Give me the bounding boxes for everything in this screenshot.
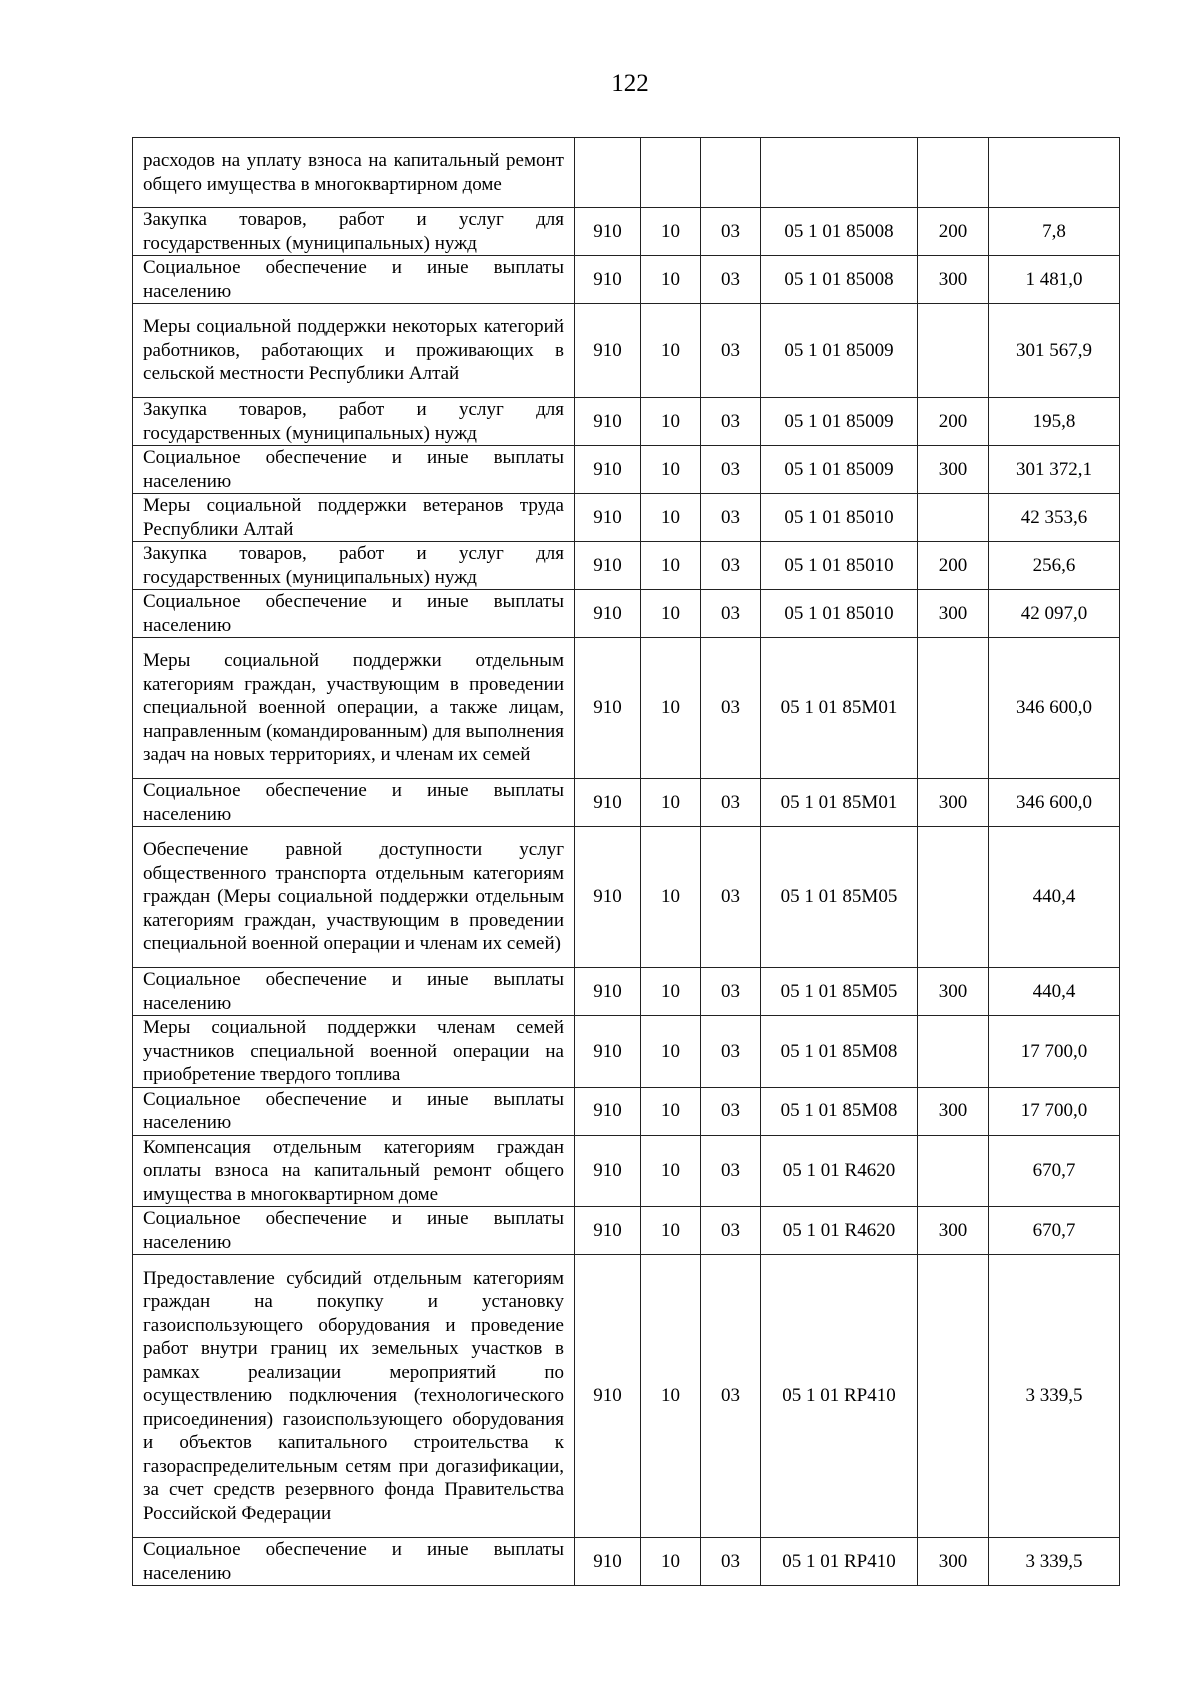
cell-sum: 42 353,6: [989, 494, 1120, 542]
cell-pr: 03: [701, 208, 761, 256]
cell-csr: 05 1 01 85009: [761, 304, 918, 398]
cell-rz: 10: [641, 1207, 701, 1255]
table-row: [133, 1255, 1120, 1538]
cell-gr: 910: [575, 779, 641, 827]
cell-gr: 910: [575, 208, 641, 256]
cell-csr: 05 1 01 85М05: [761, 827, 918, 968]
cell-gr: 910: [575, 494, 641, 542]
cell-sum: 195,8: [989, 398, 1120, 446]
cell-csr: 05 1 01 85М08: [761, 1016, 918, 1088]
cell-gr: [575, 138, 641, 208]
cell-vr: [918, 827, 989, 968]
table-row: [133, 968, 1120, 1016]
table-row: [133, 1207, 1120, 1255]
cell-pr: 03: [701, 1135, 761, 1207]
row-description: Закупка товаров, работ и услуг для государственных (муниципальных) нужд: [133, 398, 575, 446]
cell-pr: 03: [701, 590, 761, 638]
cell-rz: 10: [641, 968, 701, 1016]
cell-gr: 910: [575, 256, 641, 304]
cell-csr: 05 1 01 RP410: [761, 1255, 918, 1538]
row-description: Социальное обеспечение и иные выплаты населению: [133, 446, 575, 494]
cell-vr: 300: [918, 1538, 989, 1586]
cell-pr: 03: [701, 1255, 761, 1538]
cell-vr: 200: [918, 542, 989, 590]
cell-csr: 05 1 01 R4620: [761, 1207, 918, 1255]
table-row: [133, 779, 1120, 827]
row-description: расходов на уплату взноса на капитальный ремонт общего имущества в многоквартирном доме: [133, 138, 575, 208]
cell-rz: 10: [641, 542, 701, 590]
cell-gr: 910: [575, 1016, 641, 1088]
table-row: [133, 494, 1120, 542]
cell-vr: 200: [918, 398, 989, 446]
cell-sum: 256,6: [989, 542, 1120, 590]
cell-rz: 10: [641, 304, 701, 398]
cell-pr: 03: [701, 1207, 761, 1255]
cell-sum: 670,7: [989, 1207, 1120, 1255]
cell-csr: 05 1 01 85М08: [761, 1087, 918, 1135]
cell-pr: 03: [701, 638, 761, 779]
cell-gr: 910: [575, 398, 641, 446]
cell-csr: 05 1 01 85010: [761, 542, 918, 590]
cell-rz: 10: [641, 256, 701, 304]
cell-sum: 7,8: [989, 208, 1120, 256]
table-row: [133, 638, 1120, 779]
row-description: Социальное обеспечение и иные выплаты населению: [133, 256, 575, 304]
cell-pr: 03: [701, 398, 761, 446]
cell-gr: 910: [575, 1255, 641, 1538]
row-description: Закупка товаров, работ и услуг для государственных (муниципальных) нужд: [133, 208, 575, 256]
cell-vr: [918, 1255, 989, 1538]
cell-pr: 03: [701, 256, 761, 304]
cell-vr: 300: [918, 1207, 989, 1255]
table-row: [133, 208, 1120, 256]
cell-sum: 17 700,0: [989, 1087, 1120, 1135]
table-row: [133, 138, 1120, 208]
row-description: Меры социальной поддержки членам семей участников специальной военной операции на приобретение твердого топлива: [133, 1016, 575, 1088]
table-row: [133, 1016, 1120, 1088]
cell-csr: 05 1 01 85009: [761, 446, 918, 494]
row-description: Предоставление субсидий отдельным категориям граждан на покупку и установку газоиспользующего оборудования и проведение работ внутри границ их земельных участков в рамках реализации мероприятий по осуществлению подключения (технологического присоединения) газоиспользующего оборудования и объектов капитального строительства к газораспределительным сетям при догазификации, за счет средств резервного фонда Правительства Российской Федерации: [133, 1255, 575, 1538]
cell-rz: 10: [641, 638, 701, 779]
cell-pr: 03: [701, 779, 761, 827]
cell-sum: 17 700,0: [989, 1016, 1120, 1088]
table-row: [133, 304, 1120, 398]
cell-csr: 05 1 01 85010: [761, 494, 918, 542]
cell-vr: 300: [918, 968, 989, 1016]
cell-rz: 10: [641, 1135, 701, 1207]
cell-rz: 10: [641, 827, 701, 968]
cell-vr: 200: [918, 208, 989, 256]
cell-csr: 05 1 01 85М05: [761, 968, 918, 1016]
cell-pr: 03: [701, 827, 761, 968]
cell-gr: 910: [575, 542, 641, 590]
cell-sum: 440,4: [989, 827, 1120, 968]
row-description: Меры социальной поддержки ветеранов труда Республики Алтай: [133, 494, 575, 542]
cell-pr: 03: [701, 1538, 761, 1586]
page-number: 122: [611, 70, 649, 97]
cell-vr: [918, 494, 989, 542]
cell-sum: 670,7: [989, 1135, 1120, 1207]
table-row: [133, 256, 1120, 304]
cell-rz: 10: [641, 779, 701, 827]
cell-sum: 42 097,0: [989, 590, 1120, 638]
cell-vr: [918, 138, 989, 208]
cell-rz: 10: [641, 1255, 701, 1538]
cell-rz: 10: [641, 494, 701, 542]
cell-vr: 300: [918, 590, 989, 638]
cell-vr: [918, 638, 989, 779]
cell-csr: 05 1 01 RP410: [761, 1538, 918, 1586]
cell-pr: 03: [701, 304, 761, 398]
cell-sum: 3 339,5: [989, 1538, 1120, 1586]
cell-vr: 300: [918, 1087, 989, 1135]
row-description: Меры социальной поддержки отдельным категориям граждан, участвующим в проведении специальной военной операции, а также лицам, направленным (командированным) для выполнения задач на новых территориях, и членам их семей: [133, 638, 575, 779]
cell-sum: [989, 138, 1120, 208]
row-description: Социальное обеспечение и иные выплаты населению: [133, 968, 575, 1016]
cell-gr: 910: [575, 1207, 641, 1255]
cell-rz: 10: [641, 1538, 701, 1586]
row-description: Обеспечение равной доступности услуг общественного транспорта отдельным категориям граждан (Меры социальной поддержки отдельным категориям граждан, участвующим в проведении специальной военной операции и членам их семей): [133, 827, 575, 968]
cell-sum: 301 372,1: [989, 446, 1120, 494]
cell-rz: 10: [641, 590, 701, 638]
cell-gr: 910: [575, 1538, 641, 1586]
table-row: [133, 542, 1120, 590]
cell-rz: 10: [641, 446, 701, 494]
cell-csr: 05 1 01 R4620: [761, 1135, 918, 1207]
row-description: Социальное обеспечение и иные выплаты населению: [133, 1207, 575, 1255]
cell-sum: 1 481,0: [989, 256, 1120, 304]
row-description: Социальное обеспечение и иные выплаты населению: [133, 1538, 575, 1586]
table-row: [133, 1135, 1120, 1207]
cell-csr: 05 1 01 85008: [761, 256, 918, 304]
cell-csr: 05 1 01 85М01: [761, 779, 918, 827]
cell-pr: 03: [701, 1016, 761, 1088]
cell-rz: 10: [641, 208, 701, 256]
table-row: [133, 446, 1120, 494]
table-row: [133, 1087, 1120, 1135]
table-row: [133, 1538, 1120, 1586]
row-description: Меры социальной поддержки некоторых категорий работников, работающих и проживающих в сельской местности Республики Алтай: [133, 304, 575, 398]
cell-vr: [918, 304, 989, 398]
cell-vr: [918, 1135, 989, 1207]
cell-sum: 346 600,0: [989, 779, 1120, 827]
cell-pr: [701, 138, 761, 208]
cell-csr: 05 1 01 85008: [761, 208, 918, 256]
cell-pr: 03: [701, 446, 761, 494]
cell-gr: 910: [575, 446, 641, 494]
budget-table: [132, 137, 1120, 1586]
cell-pr: 03: [701, 1087, 761, 1135]
cell-rz: [641, 138, 701, 208]
cell-sum: 301 567,9: [989, 304, 1120, 398]
cell-gr: 910: [575, 1135, 641, 1207]
cell-csr: [761, 138, 918, 208]
table-row: [133, 398, 1120, 446]
cell-rz: 10: [641, 1016, 701, 1088]
cell-vr: 300: [918, 779, 989, 827]
cell-pr: 03: [701, 494, 761, 542]
cell-vr: 300: [918, 446, 989, 494]
cell-sum: 440,4: [989, 968, 1120, 1016]
cell-gr: 910: [575, 638, 641, 779]
cell-csr: 05 1 01 85М01: [761, 638, 918, 779]
row-description: Закупка товаров, работ и услуг для государственных (муниципальных) нужд: [133, 542, 575, 590]
cell-gr: 910: [575, 1087, 641, 1135]
cell-vr: 300: [918, 256, 989, 304]
cell-csr: 05 1 01 85009: [761, 398, 918, 446]
row-description: Социальное обеспечение и иные выплаты населению: [133, 1087, 575, 1135]
table-row: [133, 827, 1120, 968]
table-row: [133, 590, 1120, 638]
cell-pr: 03: [701, 542, 761, 590]
row-description: Компенсация отдельным категориям граждан оплаты взноса на капитальный ремонт общего имущества в многоквартирном доме: [133, 1135, 575, 1207]
cell-vr: [918, 1016, 989, 1088]
cell-rz: 10: [641, 398, 701, 446]
cell-sum: 346 600,0: [989, 638, 1120, 779]
row-description: Социальное обеспечение и иные выплаты населению: [133, 779, 575, 827]
cell-gr: 910: [575, 590, 641, 638]
cell-gr: 910: [575, 304, 641, 398]
cell-csr: 05 1 01 85010: [761, 590, 918, 638]
cell-pr: 03: [701, 968, 761, 1016]
row-description: Социальное обеспечение и иные выплаты населению: [133, 590, 575, 638]
cell-sum: 3 339,5: [989, 1255, 1120, 1538]
cell-gr: 910: [575, 827, 641, 968]
cell-rz: 10: [641, 1087, 701, 1135]
cell-gr: 910: [575, 968, 641, 1016]
